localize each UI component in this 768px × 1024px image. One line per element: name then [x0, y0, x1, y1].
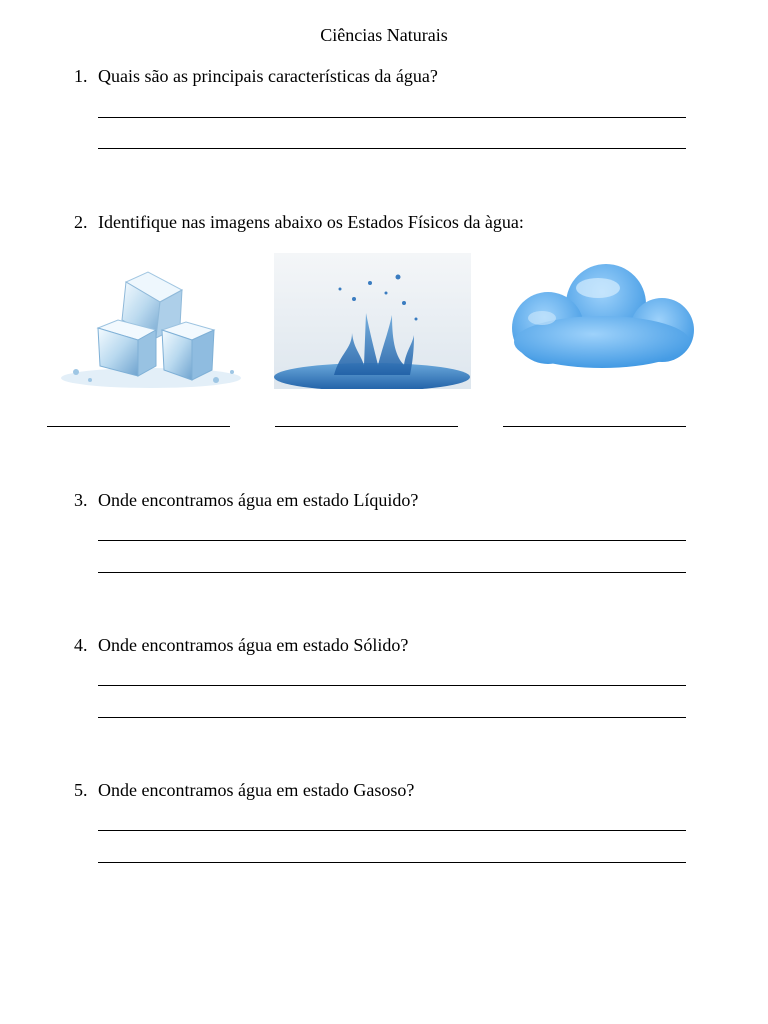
answer-line[interactable] [98, 830, 686, 831]
question-3 [74, 490, 418, 511]
answer-line-liquid-state[interactable] [275, 426, 458, 427]
question-4 [74, 635, 408, 656]
water-splash-image [274, 253, 471, 389]
question-text: Onde encontramos água em estado Sólido? [98, 635, 409, 655]
question-1 [74, 66, 438, 87]
answer-line[interactable] [98, 148, 686, 149]
question-text: Quais são as principais características da água? [98, 66, 438, 86]
answer-line[interactable] [98, 117, 686, 118]
answer-line[interactable] [98, 717, 686, 718]
page-title: Ciências Naturais [320, 25, 448, 45]
question-text: Onde encontramos água em estado Líquido? [98, 490, 419, 510]
question-text: Identifique nas imagens abaixo os Estados Físicos da àgua: [98, 212, 524, 232]
question-number: 4. [74, 635, 88, 655]
answer-line[interactable] [98, 540, 686, 541]
question-2 [74, 212, 524, 233]
question-text: Onde encontramos água em estado Gasoso? [98, 780, 415, 800]
answer-line-gas-state[interactable] [503, 426, 686, 427]
question-number: 2. [74, 212, 88, 232]
ice-cubes-image [56, 268, 242, 390]
cloud-image [502, 262, 695, 372]
question-number: 5. [74, 780, 88, 800]
answer-line-solid-state[interactable] [47, 426, 230, 427]
question-5 [74, 780, 414, 801]
answer-line[interactable] [98, 862, 686, 863]
answer-line[interactable] [98, 572, 686, 573]
question-number: 3. [74, 490, 88, 510]
question-number: 1. [74, 66, 88, 86]
answer-line[interactable] [98, 685, 686, 686]
